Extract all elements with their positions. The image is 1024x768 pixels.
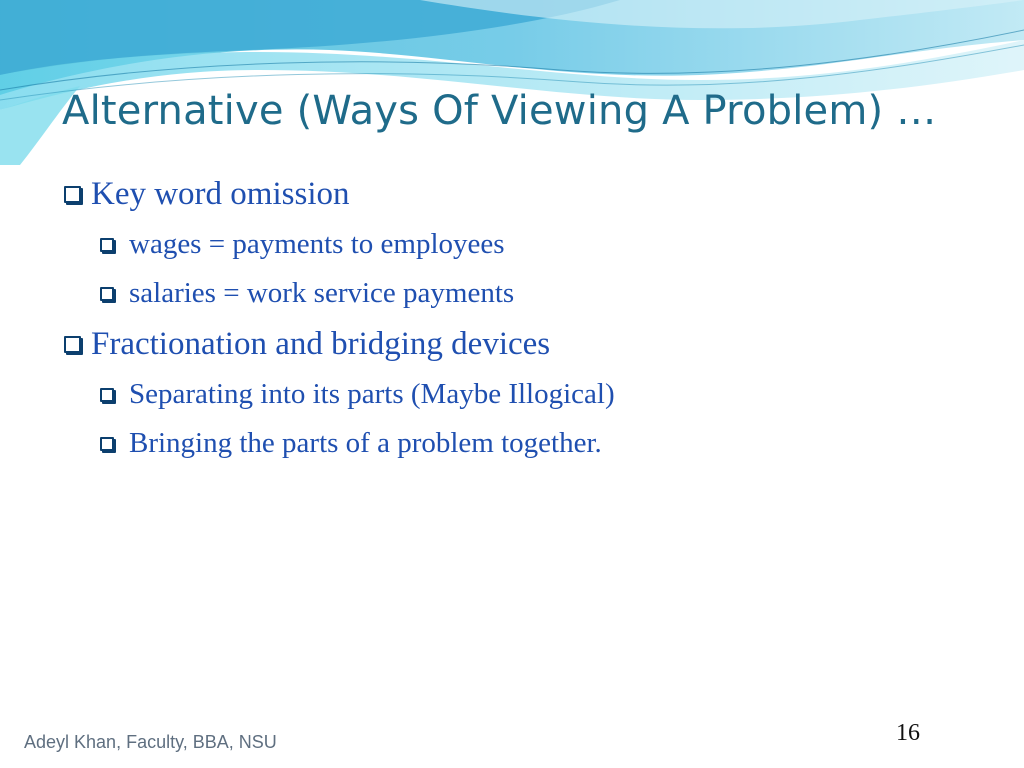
checkbox-square-icon	[100, 238, 114, 252]
bullet-text: Fractionation and bridging devices	[91, 325, 551, 362]
sub-bullet-item	[62, 220, 1002, 269]
bullet-list	[62, 168, 1002, 468]
checkbox-square-icon	[100, 437, 114, 451]
sub-bullet-text: salaries = work service payments	[129, 277, 515, 309]
page-number: 16	[896, 720, 920, 746]
sub-bullet-text: Separating into its parts (Maybe Illogical)	[129, 378, 615, 410]
slide-footer: Adeyl Khan, Faculty, BBA, NSU	[24, 732, 277, 752]
bullet-item	[62, 168, 1002, 220]
sub-bullet-text: Bringing the parts of a problem together.	[129, 427, 602, 459]
slide-title: Alternative (Ways Of Viewing A Problem) …	[62, 88, 937, 134]
bullet-text: Key word omission	[91, 175, 350, 212]
bullet-item	[62, 318, 1002, 370]
checkbox-square-icon	[100, 287, 114, 301]
sub-bullet-item	[62, 419, 1002, 468]
checkbox-square-icon	[64, 336, 81, 353]
sub-bullet-text: wages = payments to employees	[129, 228, 505, 260]
checkbox-square-icon	[64, 186, 81, 203]
sub-bullet-item	[62, 370, 1002, 419]
checkbox-square-icon	[100, 388, 114, 402]
sub-bullet-item	[62, 269, 1002, 318]
decorative-wave-banner	[0, 0, 1024, 170]
